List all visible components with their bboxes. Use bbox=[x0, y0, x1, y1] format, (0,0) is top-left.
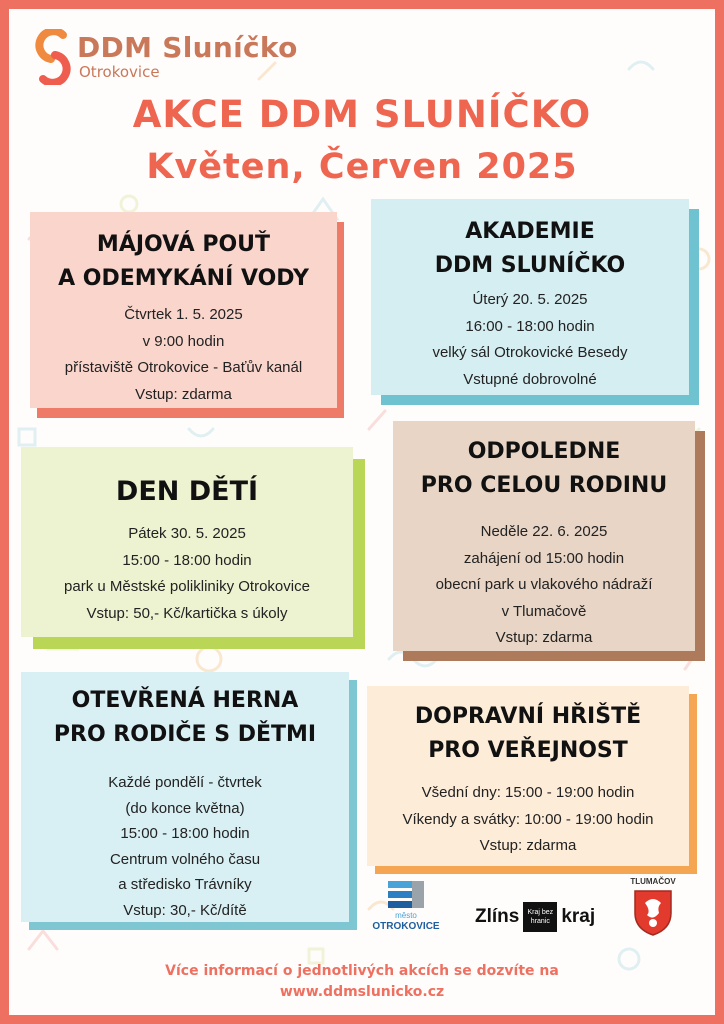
footer-info: Více informací o jednotlivých akcích se dozvíte na bbox=[165, 963, 559, 979]
event-date: Pátek 30. 5. 2025 bbox=[128, 525, 246, 542]
event-days: Každé pondělí - čtvrtek bbox=[108, 774, 262, 791]
event-card-odpoledne bbox=[393, 421, 695, 651]
page-subtitle: Květen, Červen 2025 bbox=[146, 147, 578, 187]
event-title: DEN DĚTÍ bbox=[115, 476, 259, 507]
event-time: 15:00 - 18:00 hodin bbox=[120, 825, 250, 842]
tlumacov-name: TLUMAČOV bbox=[630, 877, 676, 886]
event-entry: Vstup: zdarma bbox=[495, 629, 593, 646]
otrokovice-emblem-icon bbox=[386, 879, 426, 911]
event-entry: Vstup: 30,- Kč/dítě bbox=[123, 901, 247, 919]
event-card-den-deti bbox=[21, 447, 353, 637]
zlin-box: Kraj bez hranic bbox=[523, 902, 557, 932]
event-place: přístaviště Otrokovice - Baťův kanál bbox=[64, 359, 303, 376]
event-entry: Vstupné dobrovolné bbox=[463, 370, 597, 388]
event-title: ODPOLEDNE PRO CELOU RODINU bbox=[420, 439, 668, 498]
event-title: MÁJOVÁ POUŤ A ODEMYKÁNÍ VODY bbox=[58, 232, 309, 291]
event-period: (do konce května) bbox=[125, 799, 245, 817]
event-entry: Vstup: zdarma bbox=[135, 385, 232, 403]
logo-city: Otrokovice bbox=[79, 63, 160, 81]
event-entry: Vstup: 50,- Kč/kartička s úkoly bbox=[86, 604, 288, 622]
event-place-2: v Tlumačově bbox=[501, 602, 587, 620]
event-place: velký sál Otrokovické Besedy bbox=[432, 344, 628, 361]
event-entry: Vstup: zdarma bbox=[479, 837, 577, 854]
zlin-right: kraj bbox=[561, 906, 596, 927]
event-date: Neděle 22. 6. 2025 bbox=[480, 523, 608, 540]
event-place-2: a středisko Trávníky bbox=[118, 876, 252, 893]
event-place: obecní park u vlakového nádraží bbox=[435, 576, 653, 593]
event-time: v 9:00 hodin bbox=[142, 332, 225, 350]
otrokovice-name: OTROKOVICE bbox=[372, 921, 440, 932]
event-time: 16:00 - 18:00 hodin bbox=[465, 317, 595, 335]
event-time: 15:00 - 18:00 hodin bbox=[122, 551, 252, 569]
event-place: park u Městské polikliniky Otrokovice bbox=[64, 578, 310, 595]
event-date: Čtvrtek 1. 5. 2025 bbox=[124, 306, 243, 323]
zlinsky-kraj-logo bbox=[475, 899, 595, 935]
page-title: AKCE DDM SLUNÍČKO bbox=[132, 93, 592, 136]
footer-website-link[interactable]: www.ddmslunicko.cz bbox=[279, 984, 445, 1000]
event-time: zahájení od 15:00 hodin bbox=[463, 549, 625, 567]
event-card-herna bbox=[21, 672, 349, 922]
event-title: DOPRAVNÍ HŘIŠTĚ PRO VEŘEJNOST bbox=[414, 704, 642, 763]
event-title: AKADEMIE DDM SLUNÍČKO bbox=[434, 219, 626, 278]
otrokovice-small: město bbox=[395, 911, 417, 920]
event-place: Centrum volného času bbox=[109, 850, 261, 868]
ddm-logo bbox=[33, 29, 298, 85]
sun-logo-icon bbox=[33, 29, 73, 85]
event-card-dopravni-hriste bbox=[367, 686, 689, 866]
event-card-akademie bbox=[371, 199, 689, 395]
event-title: OTEVŘENÁ HERNA PRO RODIČE S DĚTMI bbox=[53, 688, 317, 747]
event-weekends: Víkendy a svátky: 10:00 - 19:00 hodin bbox=[402, 810, 654, 828]
tlumacov-coat-of-arms-icon bbox=[633, 889, 673, 937]
zlin-left: Zlíns bbox=[475, 906, 520, 927]
event-card-majova-pout bbox=[30, 212, 337, 408]
tlumacov-logo bbox=[624, 877, 682, 937]
otrokovice-logo bbox=[371, 879, 441, 941]
event-weekdays: Všední dny: 15:00 - 19:00 hodin bbox=[421, 784, 635, 801]
event-date: Úterý 20. 5. 2025 bbox=[472, 291, 588, 308]
logo-name: DDM Sluníčko bbox=[77, 31, 298, 64]
